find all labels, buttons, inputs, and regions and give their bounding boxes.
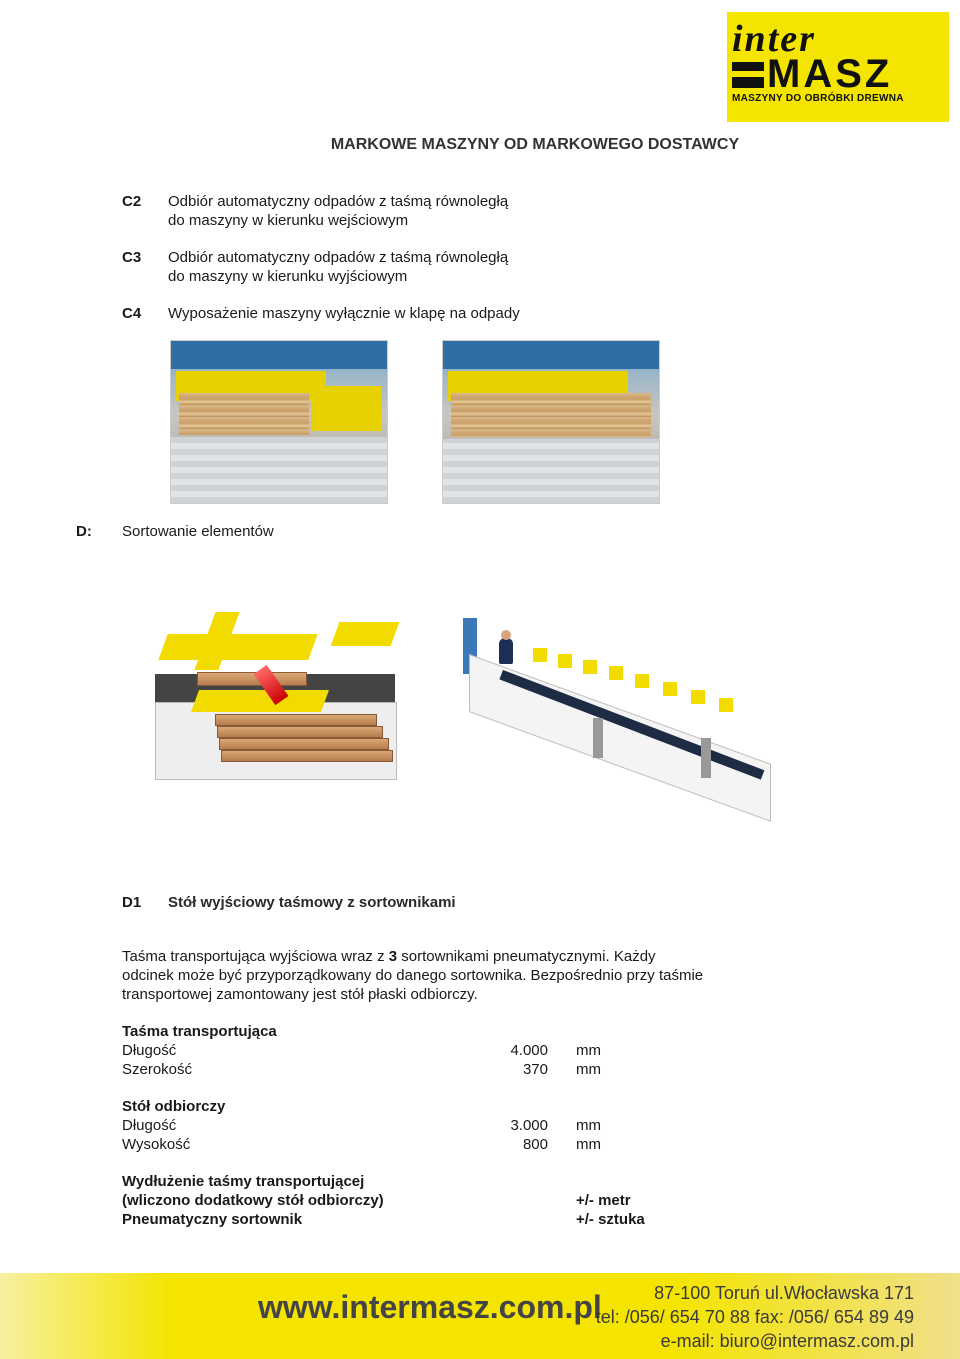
- operator-figure: [499, 638, 513, 664]
- tagline: MARKOWE MASZYNY OD MARKOWEGO DOSTAWCY: [330, 136, 740, 153]
- section-d-code: D:: [76, 523, 92, 540]
- d1-code: D1: [122, 894, 142, 911]
- option-text-c3-line2: do maszyny w kierunku wyjściowym: [168, 268, 408, 285]
- sorter-unit: +/- sztuka: [576, 1211, 645, 1228]
- belt-length-value: 4.000: [510, 1042, 548, 1059]
- option-text-c2-line2: do maszyny w kierunku wejściowym: [168, 212, 409, 229]
- footer-contact: [592, 1281, 914, 1353]
- sorter-label: Pneumatyczny sortownik: [122, 1211, 303, 1228]
- option-code-c4: C4: [122, 305, 142, 322]
- photo-waste-flap-right: [442, 340, 660, 504]
- output-table-illustration: [463, 614, 785, 782]
- footer-website-link[interactable]: www.intermasz.com.pl: [258, 1289, 602, 1325]
- extension-unit: +/- metr: [576, 1192, 631, 1209]
- d1-description-line1: Taśma transportująca wyjściowa wraz z 3 sortownikami pneumatycznymi. Każdy: [122, 948, 656, 965]
- belt-length-unit: mm: [576, 1042, 601, 1059]
- table-height-label: Wysokość: [122, 1136, 191, 1153]
- table-length-value: 3.000: [510, 1117, 548, 1134]
- logo-subtitle: MASZYNY DO OBRÓBKI DREWNA: [732, 93, 904, 104]
- table-heading: Stół odbiorczy: [122, 1098, 226, 1115]
- photo-waste-flap-left: [170, 340, 388, 504]
- extension-line1: Wydłużenie taśmy transportującej: [122, 1173, 365, 1190]
- belt-width-label: Szerokość: [122, 1061, 193, 1078]
- option-text-c3-line1: Odbiór automatyczny odpadów z taśmą równoległą: [168, 249, 509, 266]
- table-length-unit: mm: [576, 1117, 601, 1134]
- option-text-c4-line1: Wyposażenie maszyny wyłącznie w klapę na odpady: [168, 305, 520, 322]
- table-height-value: 800: [522, 1136, 548, 1153]
- d1-description-line2: odcinek może być przyporządkowany do danego sortownika. Bezpośrednio przy taśmie: [122, 967, 704, 984]
- sorter-diagram: [155, 612, 395, 780]
- d1-title: Stół wyjściowy taśmowy z sortownikami: [168, 894, 456, 911]
- belt-width-unit: mm: [576, 1061, 601, 1078]
- option-code-c2: C2: [122, 193, 142, 210]
- option-text-c2-line1: Odbiór automatyczny odpadów z taśmą równoległą: [168, 193, 509, 210]
- extension-line2: (wliczono dodatkowy stół odbiorczy): [122, 1192, 384, 1209]
- logo-mark-icon: [732, 62, 764, 88]
- logo-script-text: inter: [732, 18, 816, 60]
- logo-main-text: MASZ: [767, 52, 893, 96]
- table-length-label: Długość: [122, 1117, 177, 1134]
- footer-email[interactable]: e-mail: biuro@intermasz.com.pl: [660, 1331, 914, 1351]
- section-d-title: Sortowanie elementów: [122, 523, 274, 540]
- table-height-unit: mm: [576, 1136, 601, 1153]
- d1-description-line3: transportowej zamontowany jest stół płaski odbiorczy.: [122, 986, 478, 1003]
- belt-length-label: Długość: [122, 1042, 177, 1059]
- option-code-c3: C3: [122, 249, 142, 266]
- footer-phone: tel: /056/ 654 70 88 fax: /056/ 654 89 49: [595, 1307, 914, 1327]
- footer-address: 87-100 Toruń ul.Włocławska 171: [654, 1283, 914, 1303]
- belt-width-value: 370: [522, 1061, 548, 1078]
- belt-heading: Taśma transportująca: [122, 1023, 277, 1040]
